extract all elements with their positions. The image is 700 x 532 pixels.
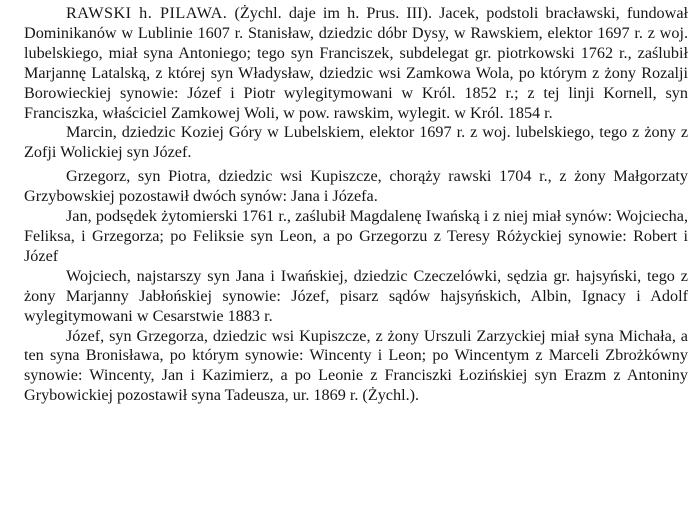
paragraph-jozef [24, 327, 688, 407]
paragraph-text: Marcin, dziedzic Koziej Góry w Lubelskiem, elektor 1697 r. z woj. lubelskiego, tego z żony z Zofji Wolickiej syn Józef. [24, 123, 688, 162]
paragraph-marcin [24, 123, 688, 163]
paragraph-text: (Żychl. daje im h. Prus. III). Jacek, podstoli bracławski, fundował Dominikanów w Lublinie 1607 r. Stanisław, dziedzic dóbr Dysy, w Rawskiem, elektor 1697 r. z woj. lubelskiego, miał syna Antoniego; tego syn Franciszek, subdelegat gr. piotrkowski 1762 r., zaślubił Marjannę Latalską, z której syn Władysław, dziedzic wsi Zamkowa Wola, po którym z żony Rozalji Borowieckiej synowie: Józef i Piotr wylegitymowani w Król. 1852 r.; z tej linji Kornell, syn Franciszka, właściciel Zamkowej Woli, w pow. rawskim, wylegit. w Król. 1854 r. [24, 4, 688, 122]
paragraph-text: Józef, syn Grzegorza, dziedzic wsi Kupiszcze, z żony Urszuli Zarzyckiej miał syna Michała, a ten syna Bronisława, po którym synowie: Wincenty i Leon; po Wincentym z Marceli Zbrożkówny synowie: Wincenty, Jan i Kazimierz, a po Leonie z Franciszki Łozińskiej syn Erazm z Antoniny Grybowickiej pozostawił syna Tadeusza, ur. 1869 r. (Żychl.). [24, 326, 688, 405]
family-heading: RAWSKI h. PILAWA. [66, 4, 228, 22]
paragraph-jan [24, 207, 688, 267]
paragraph-rawski-family [24, 4, 688, 123]
paragraph-text: Grzegorz, syn Piotra, dziedzic wsi Kupiszcze, chorąży rawski 1704 r., z żony Małgorzaty Grzybowskiej pozostawił dwóch synów: Jana i Józefa. [24, 167, 688, 206]
paragraph-text: Jan, podsędek żytomierski 1761 r., zaślubił Magdalenę Iwańską i z niej miał synów: Wojciecha, Feliksa, i Grzegorza; po Feliksie syn Leon, a po Grzegorzu z Teresy Różyckiej synowie: Robert i Józef [24, 207, 688, 265]
paragraph-grzegorz [24, 167, 688, 207]
paragraph-wojciech [24, 267, 688, 327]
paragraph-text: Wojciech, najstarszy syn Jana i Iwańskiej, dziedzic Czeczelówki, sędzia gr. hajsyński, tego z żony Marjanny Jabłońskiej synowie: Józef, pisarz sądów hajsyńskich, Albin, Ignacy i Adolf wylegitymowani w Cesarstwie 1883 r. [24, 266, 688, 325]
